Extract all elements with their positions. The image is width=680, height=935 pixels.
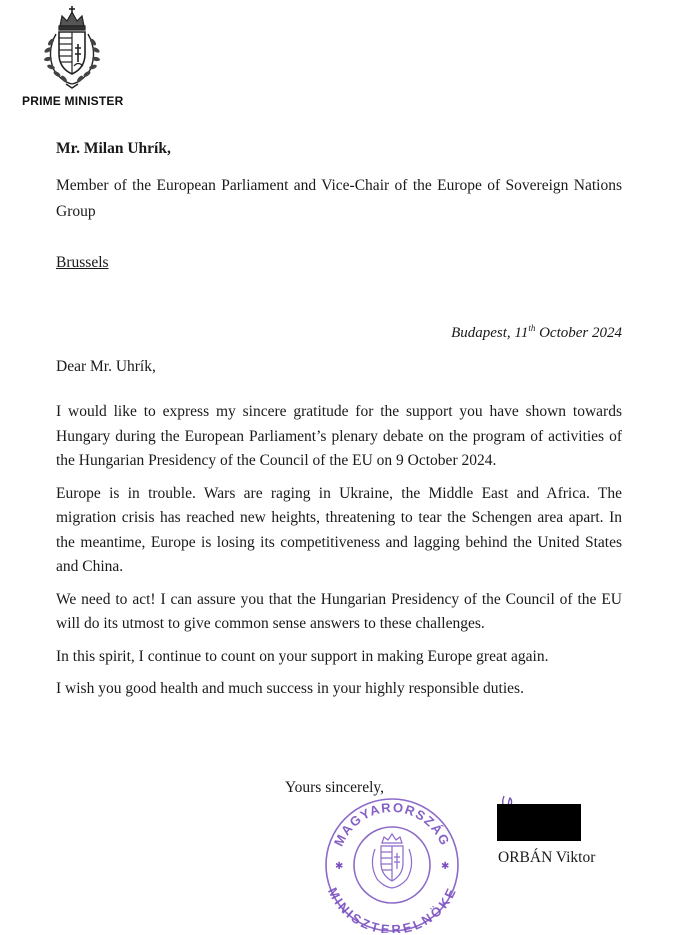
paragraph: I wish you good health and much success in your highly responsible duties.	[56, 680, 524, 697]
redaction-box	[497, 804, 581, 841]
paragraph: I would like to express my sincere gratitude for the support you have shown towards Hungary during the European Parliament’s plenary debate on the program of activities of the Hungarian Presidency of the Council of the EU on 9 October 2024.	[56, 403, 622, 469]
svg-text:✱: ✱	[441, 861, 450, 872]
closing: Yours sincerely,	[285, 779, 385, 796]
office-title: PRIME MINISTER	[22, 94, 124, 108]
svg-text:✱: ✱	[335, 861, 344, 872]
signatory-name: ORBÁN Viktor	[498, 849, 596, 866]
paragraph: We need to act! I can assure you that the Hungarian Presidency of the Council of the EU will do its utmost to give common sense answers to these challenges.	[56, 590, 622, 632]
letter-date	[451, 323, 622, 342]
official-stamp-icon	[317, 793, 467, 933]
recipient-role: Member of the European Parliament and Vice-Chair of the Europe of Sovereign Nations Group	[56, 177, 622, 220]
svg-text:MAGYARORSZÁG	[331, 800, 453, 849]
stamp-top-text: MAGYARORSZÁG	[330, 799, 454, 849]
letter-body	[56, 400, 622, 710]
date-suffix: th	[528, 323, 536, 333]
svg-text:MINISZTERELNÖKE	[325, 885, 458, 933]
stamp-bottom-text: MINISZTERELNÖKE	[325, 884, 459, 933]
paragraph: In this spirit, I continue to count on your support in making Europe great again.	[56, 647, 549, 665]
date-place: Budapest, 11	[451, 325, 529, 341]
coat-of-arms-icon	[36, 4, 108, 90]
recipient-city: Brussels	[56, 254, 109, 271]
paragraph: Europe is in trouble. Wars are raging in Ukraine, the Middle East and Africa. The migration crisis has reached new heights, threatening to tear the Schengen area apart. In the meantime, Europe is losing its competitiveness and lagging behind the United States and China.	[56, 484, 622, 575]
date-rest: October 2024	[535, 325, 622, 341]
recipient-name: Mr. Milan Uhrík,	[56, 140, 171, 157]
salutation: Dear Mr. Uhrík,	[56, 358, 156, 375]
